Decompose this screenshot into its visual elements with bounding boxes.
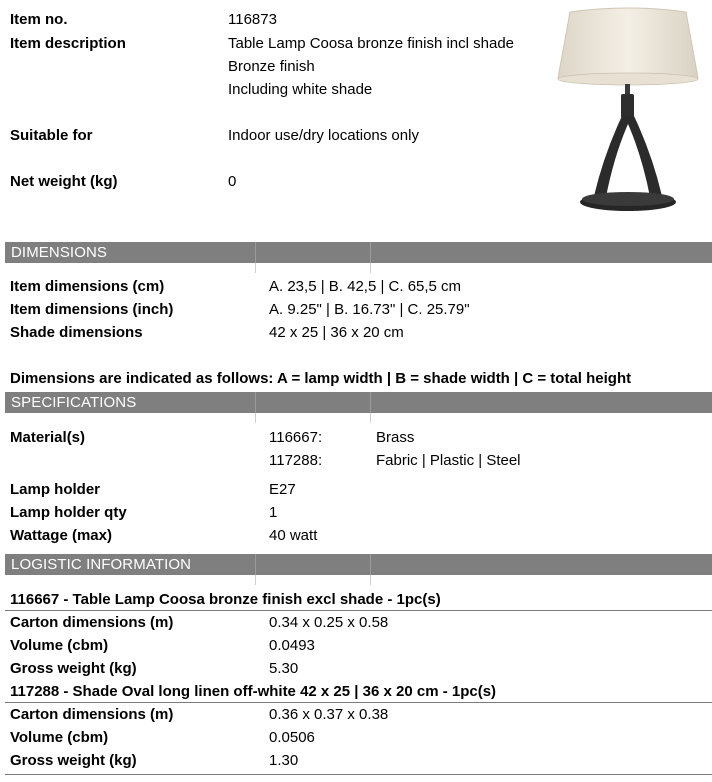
logistics-title: LOGISTIC INFORMATION xyxy=(11,556,192,573)
spec-value: E27 xyxy=(269,481,296,498)
spec-value: 1 xyxy=(269,504,278,521)
bar-divider xyxy=(255,392,256,413)
logistics-value: 1.30 xyxy=(269,752,299,769)
item-description-line: Including white shade xyxy=(228,81,373,98)
bar-divider xyxy=(370,554,371,575)
dimensions-section-header xyxy=(5,242,712,263)
materials-label: Material(s) xyxy=(10,429,86,446)
divider xyxy=(5,610,712,611)
logistics-label: Volume (cbm) xyxy=(10,637,109,654)
material-code: 116667: xyxy=(269,429,323,446)
dimensions-note: Dimensions are indicated as follows: A = lamp width | B = shade width | C = total height xyxy=(10,370,632,387)
item-no-label: Item no. xyxy=(10,11,68,28)
specifications-section-header xyxy=(5,392,712,413)
dimension-label: Item dimensions (cm) xyxy=(10,278,165,295)
logistics-value: 0.36 x 0.37 x 0.38 xyxy=(269,706,389,723)
bar-divider xyxy=(255,554,256,575)
bar-divider xyxy=(255,242,256,263)
logistics-group-heading: 116667 - Table Lamp Coosa bronze finish excl shade - 1pc(s) xyxy=(10,591,441,608)
table-lamp-image xyxy=(548,4,708,216)
column-divider xyxy=(370,263,371,273)
dimension-value: A. 23,5 | B. 42,5 | C. 65,5 cm xyxy=(269,278,462,295)
divider xyxy=(5,702,712,703)
logistics-section-header xyxy=(5,554,712,575)
item-description-line: Bronze finish xyxy=(228,58,315,75)
dimension-value: A. 9.25" | B. 16.73" | C. 25.79" xyxy=(269,301,470,318)
dimension-label: Shade dimensions xyxy=(10,324,143,341)
column-divider xyxy=(255,575,256,585)
spec-value: 40 watt xyxy=(269,527,318,544)
logistics-label: Gross weight (kg) xyxy=(10,752,137,769)
suitable-for-label: Suitable for xyxy=(10,127,93,144)
logistics-value: 0.0493 xyxy=(269,637,315,654)
logistics-value: 0.0506 xyxy=(269,729,315,746)
item-no-value: 116873 xyxy=(228,11,277,28)
material-code: 117288: xyxy=(269,452,323,469)
column-divider xyxy=(255,263,256,273)
column-divider xyxy=(255,413,256,423)
spec-label: Lamp holder qty xyxy=(10,504,127,521)
item-description-label: Item description xyxy=(10,35,126,52)
column-divider xyxy=(370,413,371,423)
bar-divider xyxy=(370,242,371,263)
logistics-value: 0.34 x 0.25 x 0.58 xyxy=(269,614,389,631)
dimension-label: Item dimensions (inch) xyxy=(10,301,174,318)
column-divider xyxy=(370,575,371,585)
specifications-title: SPECIFICATIONS xyxy=(11,394,137,411)
net-weight-label: Net weight (kg) xyxy=(10,173,118,190)
dimension-value: 42 x 25 | 36 x 20 cm xyxy=(269,324,404,341)
logistics-group-heading: 117288 - Shade Oval long linen off-white 42 x 25 | 36 x 20 cm - 1pc(s) xyxy=(10,683,497,700)
material-value: Fabric | Plastic | Steel xyxy=(376,452,521,469)
logistics-label: Carton dimensions (m) xyxy=(10,706,174,723)
spec-label: Lamp holder xyxy=(10,481,101,498)
suitable-for-value: Indoor use/dry locations only xyxy=(228,127,419,144)
net-weight-value: 0 xyxy=(228,173,237,190)
item-description-line: Table Lamp Coosa bronze finish incl shade xyxy=(228,35,515,52)
logistics-value: 5.30 xyxy=(269,660,299,677)
bar-divider xyxy=(370,392,371,413)
logistics-label: Carton dimensions (m) xyxy=(10,614,174,631)
material-value: Brass xyxy=(376,429,415,446)
logistics-label: Gross weight (kg) xyxy=(10,660,137,677)
logistics-label: Volume (cbm) xyxy=(10,729,109,746)
spec-label: Wattage (max) xyxy=(10,527,112,544)
divider xyxy=(5,774,712,775)
dimensions-title: DIMENSIONS xyxy=(11,244,108,261)
